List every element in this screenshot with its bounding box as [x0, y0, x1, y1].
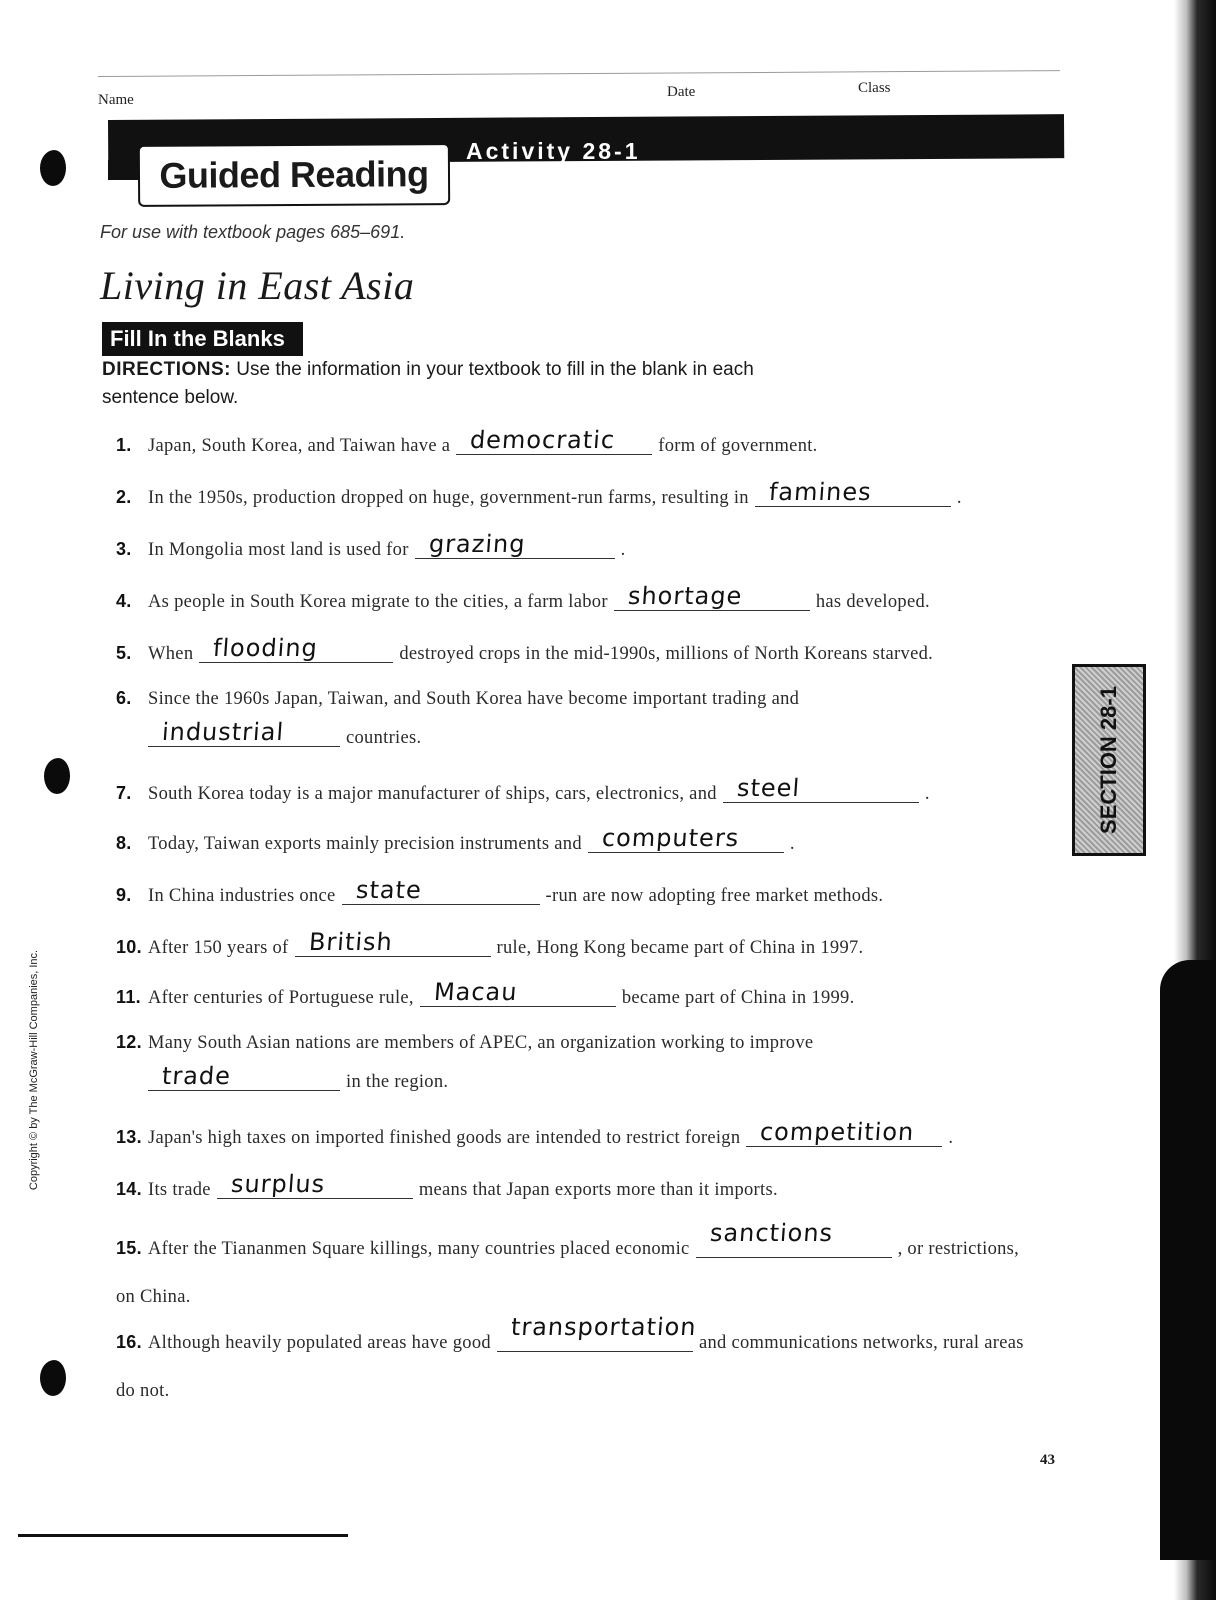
question-text-after: -run are now adopting free market methods. — [545, 886, 884, 906]
answer-text: famines — [767, 478, 873, 506]
question-text-before: Today, Taiwan exports mainly precision instruments and — [148, 834, 582, 854]
question-text-after: rule, Hong Kong became part of China in 1997. — [496, 938, 864, 958]
answer-blank[interactable] — [420, 978, 616, 1007]
title-banner-tab — [108, 160, 140, 180]
answer-blank[interactable] — [723, 774, 919, 803]
question-8 — [116, 824, 795, 855]
question-number: 3. — [116, 539, 132, 559]
question-12 — [116, 1032, 813, 1093]
class-label: Class — [858, 80, 891, 96]
question-3 — [116, 530, 626, 561]
answer-blank[interactable] — [755, 478, 951, 507]
answer-text: sanctions — [708, 1219, 834, 1247]
question-text-before: In Mongolia most land is used for — [148, 540, 409, 560]
copyright-notice: Copyright © by The McGraw-Hill Companies, Inc. — [28, 949, 40, 1191]
question-5 — [116, 634, 934, 665]
answer-text: surplus — [229, 1170, 326, 1198]
question-number: 4. — [116, 591, 132, 611]
punch-hole-top — [40, 150, 66, 186]
question-text-after: . — [620, 540, 626, 560]
answer-text: British — [307, 928, 394, 956]
answer-blank[interactable] — [295, 928, 491, 957]
question-text-before: Its trade — [148, 1180, 211, 1200]
question-number: 1. — [116, 435, 132, 455]
page-number: 43 — [1040, 1452, 1055, 1468]
textbook-pages-note: For use with textbook pages 685–691. — [100, 222, 406, 242]
question-number: 13. — [116, 1127, 142, 1147]
answer-text: industrial — [161, 718, 286, 746]
answer-text: shortage — [626, 582, 744, 610]
question-text-after: destroyed crops in the mid-1990s, millions of North Koreans starved. — [399, 644, 934, 664]
question-text-after: . — [956, 488, 962, 508]
question-number: 9. — [116, 885, 132, 905]
question-text-before: In China industries once — [148, 886, 336, 906]
question-text-before: Although heavily populated areas have good — [148, 1333, 491, 1353]
question-number: 12. — [116, 1032, 142, 1052]
question-text-before: After 150 years of — [148, 938, 289, 958]
punch-hole-bottom — [40, 1360, 66, 1396]
question-number: 15. — [116, 1238, 142, 1258]
question-text-before: After the Tiananmen Square killings, many countries placed economic — [148, 1239, 690, 1259]
section-tab-label: SECTION 28-1 — [1096, 686, 1121, 834]
question-text-before: As people in South Korea migrate to the cities, a farm labor — [148, 592, 608, 612]
question-14 — [116, 1170, 778, 1201]
header-rule — [98, 70, 1060, 77]
directions — [102, 356, 802, 412]
answer-text: trade — [161, 1062, 232, 1090]
banner-activity: Activity 28-1 — [466, 138, 641, 164]
answer-blank[interactable] — [148, 718, 340, 747]
question-text-before: In the 1950s, production dropped on huge, government-run farms, resulting in — [148, 488, 749, 508]
question-text-after: countries. — [346, 728, 422, 748]
answer-text: competition — [759, 1118, 916, 1146]
question-number: 10. — [116, 937, 142, 957]
answer-blank[interactable] — [456, 426, 652, 455]
punch-hole-middle — [44, 758, 70, 794]
question-text-after: became part of China in 1999. — [621, 988, 855, 1008]
question-text-before: Many South Asian nations are members of APEC, an organization working to improve — [148, 1033, 814, 1053]
answer-text: transportation — [509, 1313, 698, 1341]
answer-blank[interactable] — [415, 530, 615, 559]
name-label: Name — [98, 92, 134, 108]
footer-rule — [18, 1534, 348, 1537]
question-text-before: Since the 1960s Japan, Taiwan, and South Korea have become important trading and — [148, 689, 800, 709]
question-text-after: . — [948, 1128, 954, 1148]
banner-title: Guided Reading — [138, 143, 450, 207]
answer-text: state — [354, 876, 423, 904]
question-number: 14. — [116, 1179, 142, 1199]
question-text-after: in the region. — [346, 1072, 449, 1092]
question-text-after: , or restrictions, on China. — [116, 1239, 1020, 1307]
question-text-after: form of government. — [658, 436, 818, 456]
answer-blank[interactable] — [148, 1062, 340, 1091]
question-7 — [116, 774, 930, 805]
directions-label: DIRECTIONS: — [102, 359, 231, 380]
question-4 — [116, 582, 930, 613]
question-16 — [116, 1313, 1036, 1415]
question-text-before: Japan, South Korea, and Taiwan have a — [148, 436, 451, 456]
question-text-after: . — [789, 834, 795, 854]
answer-blank[interactable] — [199, 634, 393, 663]
answer-blank[interactable] — [746, 1118, 942, 1147]
answer-text: grazing — [427, 530, 527, 558]
answer-blank[interactable] — [588, 824, 784, 853]
answer-blank[interactable] — [696, 1219, 892, 1258]
question-text-after: and communications networks, rural areas do not. — [116, 1333, 1024, 1401]
question-number: 5. — [116, 643, 132, 663]
question-10 — [116, 928, 864, 959]
question-number: 6. — [116, 688, 132, 708]
question-text-before: Japan's high taxes on imported finished goods are intended to restrict foreign — [148, 1128, 741, 1148]
question-text-before: When — [148, 644, 194, 664]
question-number: 7. — [116, 783, 132, 803]
answer-text: democratic — [469, 426, 617, 454]
question-9 — [116, 876, 884, 907]
question-text-after: means that Japan exports more than it imports. — [418, 1180, 778, 1200]
question-text-after: . — [924, 784, 930, 804]
question-number: 11. — [116, 987, 141, 1007]
scan-edge-dark — [1160, 960, 1216, 1560]
section-tab — [1072, 664, 1146, 856]
date-label: Date — [667, 84, 696, 100]
answer-blank[interactable] — [497, 1313, 698, 1352]
page-title: Living in East Asia — [100, 263, 415, 308]
answer-text: flooding — [212, 634, 320, 662]
answer-text: Macau — [432, 978, 519, 1006]
question-number: 8. — [116, 833, 132, 853]
question-13 — [116, 1118, 954, 1149]
question-number: 16. — [116, 1332, 142, 1352]
question-2 — [116, 478, 962, 509]
question-text-after: has developed. — [815, 592, 930, 612]
answer-blank[interactable] — [614, 582, 810, 611]
question-1 — [116, 426, 818, 457]
answer-blank[interactable] — [342, 876, 540, 905]
question-text-before: South Korea today is a major manufacturer of ships, cars, electronics, and — [148, 784, 717, 804]
question-number: 2. — [116, 487, 132, 507]
answer-blank[interactable] — [217, 1170, 413, 1199]
answer-text: steel — [735, 774, 801, 802]
answer-text: computers — [600, 824, 741, 852]
question-6 — [116, 688, 799, 749]
question-11 — [116, 978, 855, 1009]
question-text-before: After centuries of Portuguese rule, — [148, 988, 414, 1008]
directions-text: Use the information in your textbook to fill in the blank in each sentence below. — [102, 359, 754, 408]
section-label: Fill In the Blanks — [102, 322, 303, 356]
